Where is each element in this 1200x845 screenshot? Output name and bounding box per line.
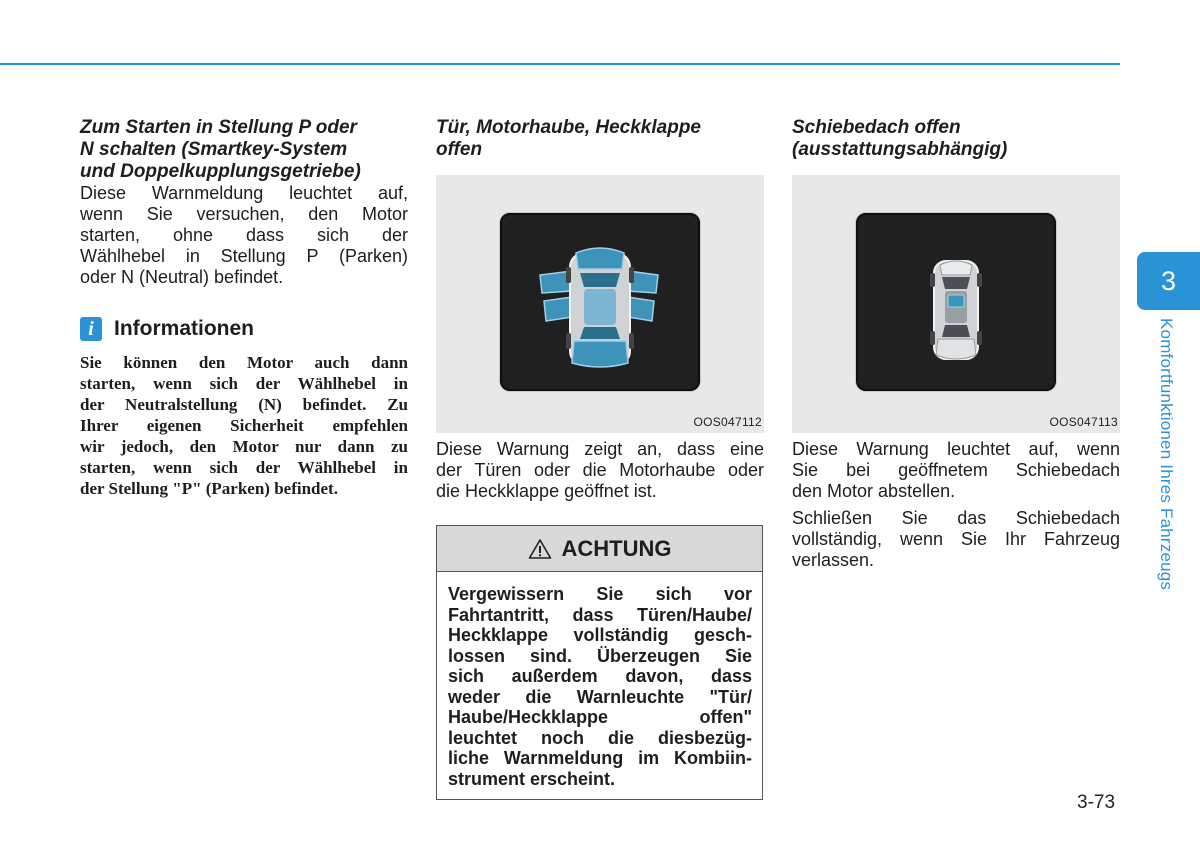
door-open-figure	[436, 175, 764, 433]
heading-line: Tür, Motorhaube, Heckklappe	[436, 117, 701, 138]
text-line: die Heckklappe geöffnet ist.	[436, 481, 657, 501]
sunroof-text-1	[792, 439, 1120, 502]
heading-line: Schiebedach offen	[792, 117, 961, 138]
text-line: verlassen.	[792, 550, 875, 570]
text-line: der Neutralstellung (N) befindet. Zu	[80, 395, 408, 414]
text-line: Haube/Heckklappe offen"	[448, 707, 752, 727]
text-line: starten, wenn sich der Wählhebel in	[80, 374, 408, 393]
text-line: lossen sind. Überzeugen Sie	[448, 645, 752, 666]
text-line: Sie können den Motor auch dann	[80, 353, 408, 372]
info-icon: i	[80, 317, 102, 341]
text-line: vollständig, wenn Sie Ihr Fahrzeug	[792, 529, 1120, 549]
text-line: den Motor abstellen.	[792, 481, 956, 501]
text-line: Ihrer eigenen Sicherheit empfehlen	[80, 416, 408, 435]
text-line: Sie bei geöffnetem Schiebedach	[792, 460, 1120, 480]
chapter-tab	[1137, 252, 1200, 310]
warning-triangle-icon	[528, 538, 552, 560]
chapter-number: 3	[1160, 265, 1177, 296]
door-open-text	[436, 439, 764, 502]
top-rule	[0, 63, 1120, 65]
info-text	[80, 352, 408, 499]
text-line: Schließen Sie das Schiebedach	[792, 508, 1120, 528]
figure-code: OOS047112	[693, 415, 762, 429]
page-number: 3-73	[1077, 792, 1116, 813]
text-line: oder N (Neutral) befindet.	[80, 267, 284, 287]
car-doors-open-icon	[500, 213, 700, 391]
warning-box	[436, 525, 763, 800]
sunroof-open-figure	[792, 175, 1120, 433]
text-line: Fahrtantritt, dass Türen/Haube/	[448, 604, 752, 625]
text-line: Diese Warnung leuchtet auf, wenn	[792, 439, 1120, 459]
column-door-open	[436, 117, 764, 800]
heading-line: Zum Starten in Stellung P oder	[80, 117, 357, 138]
section-heading-sunroof	[792, 117, 1120, 161]
column-shift-warning	[80, 117, 408, 499]
cluster-display	[500, 213, 700, 391]
section-heading-shift	[80, 117, 408, 183]
chapter-title: Komfortfunktionen Ihres Fahrzeugs	[1157, 318, 1176, 591]
cluster-display	[856, 213, 1056, 391]
text-line: leuchtet noch die diesbezüg-	[448, 727, 752, 748]
text-line: Diese Warnmeldung leuchtet auf,	[80, 183, 408, 203]
heading-line: N schalten (Smartkey-System	[80, 139, 348, 160]
text-line: starten, ohne dass sich der	[80, 225, 408, 245]
heading-line: offen	[436, 139, 483, 160]
sunroof-text-2	[792, 508, 1120, 571]
warning-title: ACHTUNG	[561, 535, 672, 561]
text-line: Heckklappe vollständig gesch-	[448, 625, 752, 645]
text-line: wir jedoch, den Motor nur dann zu	[80, 437, 408, 456]
text-line: Diese Warnung zeigt an, dass eine	[436, 439, 764, 459]
heading-line: (ausstattungsabhängig)	[792, 139, 1008, 160]
info-title: Informationen	[114, 317, 254, 340]
text-line: Vergewissern Sie sich vor	[448, 584, 752, 604]
column-sunroof-open	[792, 117, 1120, 571]
text-line: der Stellung "P" (Parken) befindet.	[80, 479, 338, 498]
car-sunroof-open-icon	[856, 213, 1056, 391]
text-line: wenn Sie versuchen, den Motor	[80, 204, 408, 224]
figure-code: OOS047113	[1049, 415, 1118, 429]
section-heading-door	[436, 117, 764, 161]
heading-line: und Doppelkupplungsgetriebe)	[80, 161, 361, 182]
text-line: sich außerdem davon, dass	[448, 666, 752, 686]
warning-text	[437, 572, 762, 799]
warning-header	[437, 526, 762, 572]
text-line: liche Warnmeldung im Kombiin-	[448, 748, 752, 768]
text-line: strument erscheint.	[448, 768, 616, 789]
text-line: starten, wenn sich der Wählhebel in	[80, 458, 408, 477]
text-line: der Türen oder die Motorhaube oder	[436, 460, 764, 480]
text-line: Wählhebel in Stellung P (Parken)	[80, 246, 408, 266]
shift-warning-text	[80, 183, 408, 288]
text-line: weder die Warnleuchte "Tür/	[448, 686, 752, 707]
info-header	[80, 316, 408, 342]
